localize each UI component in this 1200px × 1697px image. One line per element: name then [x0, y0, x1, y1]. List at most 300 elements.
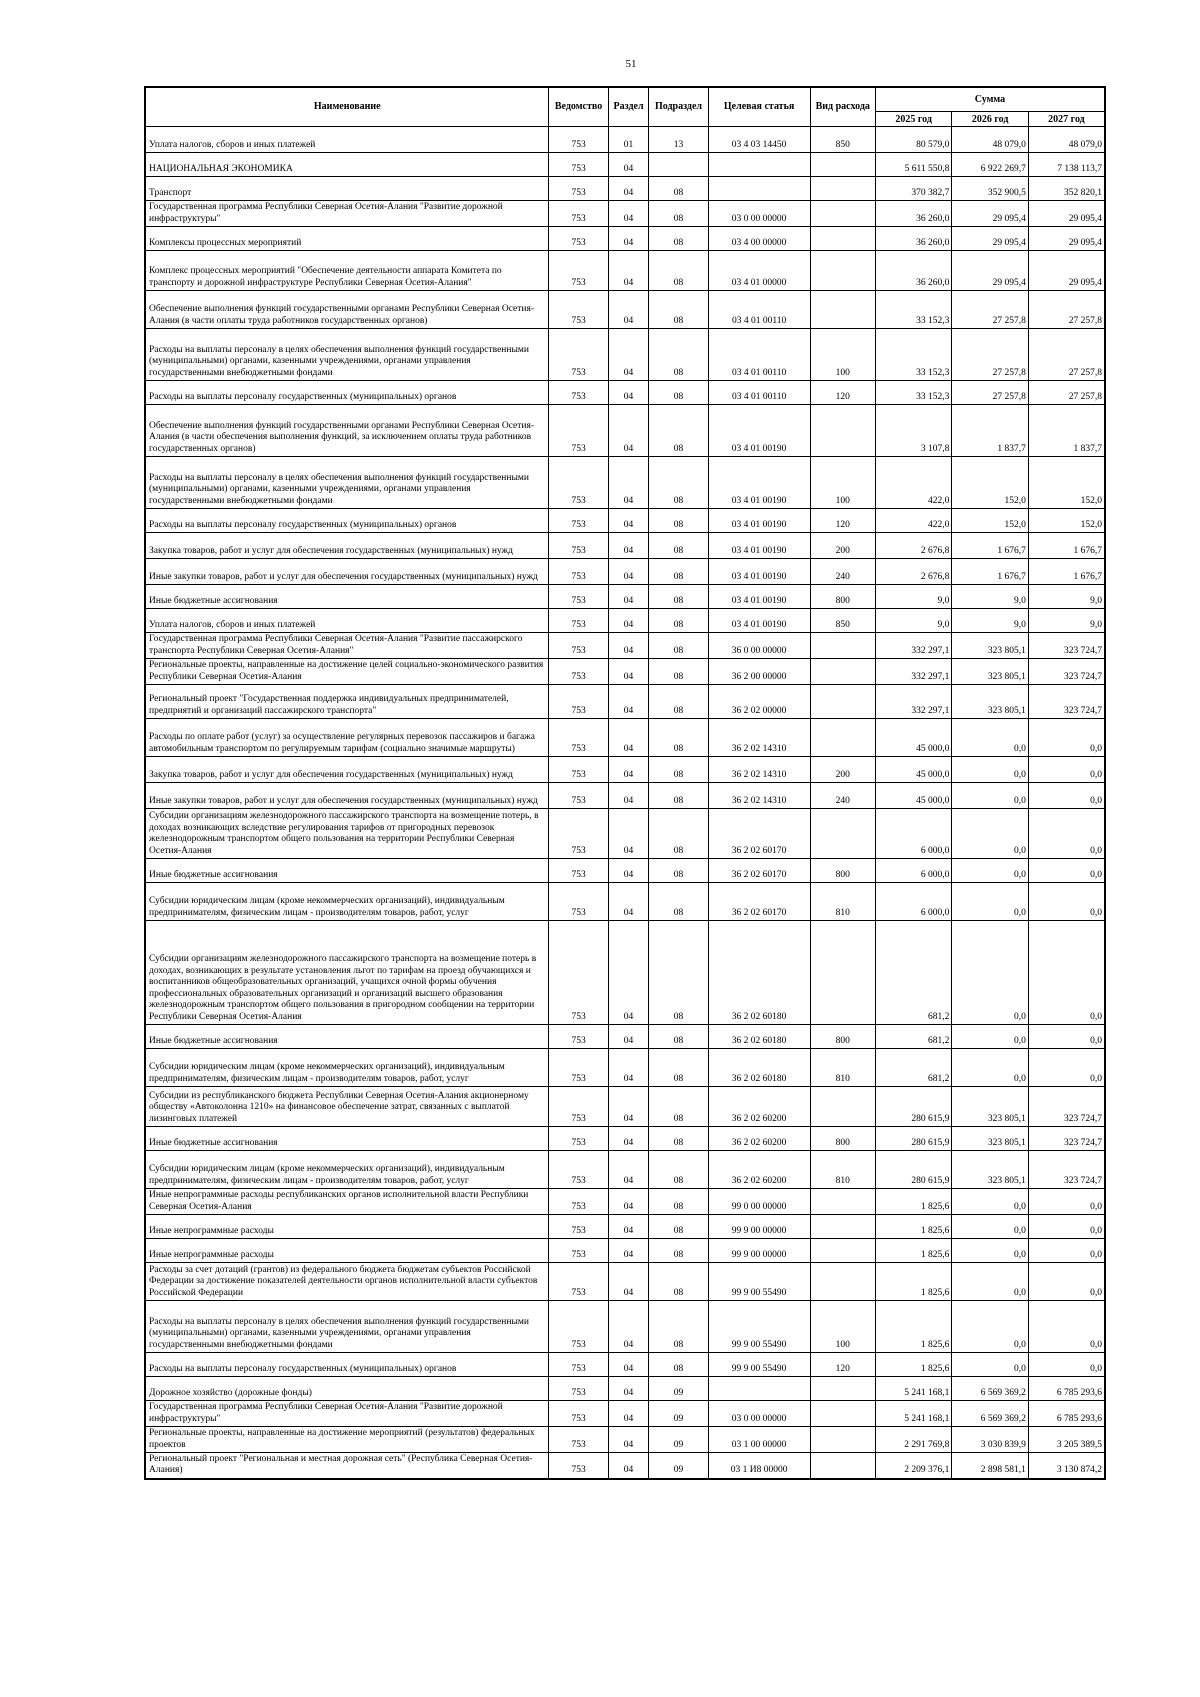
cell-section: 04: [608, 1025, 649, 1049]
cell-subsection: 08: [649, 719, 708, 757]
cell-2025: 33 152,3: [875, 329, 952, 381]
cell-2026: 0,0: [952, 783, 1029, 809]
cell-name: Закупка товаров, работ и услуг для обеспечения государственных (муниципальных) нужд: [145, 757, 549, 783]
cell-subsection: 08: [649, 457, 708, 509]
table-row: [145, 509, 1105, 533]
cell-2026: 0,0: [952, 859, 1029, 883]
cell-subsection: 08: [649, 783, 708, 809]
cell-name: Иные непрограммные расходы: [145, 1215, 549, 1239]
cell-2025: 1 825,6: [875, 1263, 952, 1301]
cell-name: Иные бюджетные ассигнования: [145, 585, 549, 609]
cell-name: Иные непрограммные расходы республиканских органов исполнительной власти Республики Северная Осетия-Алания: [145, 1189, 549, 1215]
cell-target: 03 4 01 00190: [708, 509, 810, 533]
cell-2027: 152,0: [1028, 457, 1105, 509]
cell-2025: 2 676,8: [875, 559, 952, 585]
cell-2026: 0,0: [952, 1353, 1029, 1377]
cell-2025: 9,0: [875, 609, 952, 633]
cell-2027: 1 676,7: [1028, 559, 1105, 585]
cell-department: 753: [549, 405, 608, 457]
table-row: [145, 757, 1105, 783]
cell-2025: 36 260,0: [875, 251, 952, 291]
cell-name: Государственная программа Республики Северная Осетия-Алания "Развитие дорожной инфраструктуры": [145, 1401, 549, 1427]
cell-2027: 0,0: [1028, 719, 1105, 757]
cell-name: Субсидии организациям железнодорожного пассажирского транспорта на возмещение потерь в доходах, возникающих в результате установления льгот по тарифам на проезд обучающихся и воспитанников общеобразовательных организаций, учащихся очной формы обучения профессиональных образовательных организаций и организаций высшего образования железнодорожным транспортом общего пользования в пригородном сообщении на территории Республики Северная Осетия-Алания: [145, 921, 549, 1025]
cell-name: Уплата налогов, сборов и иных платежей: [145, 609, 549, 633]
cell-2027: 29 095,4: [1028, 251, 1105, 291]
cell-2026: 323 805,1: [952, 1151, 1029, 1189]
cell-target: 36 2 00 00000: [708, 659, 810, 685]
cell-subsection: 13: [649, 127, 708, 153]
cell-section: 04: [608, 1263, 649, 1301]
table-row: [145, 1301, 1105, 1353]
cell-2025: 6 000,0: [875, 859, 952, 883]
cell-section: 04: [608, 1151, 649, 1189]
cell-section: 04: [608, 559, 649, 585]
table-row: [145, 719, 1105, 757]
cell-department: 753: [549, 509, 608, 533]
cell-target: 03 4 01 00110: [708, 381, 810, 405]
header-year-2027: 2027 год: [1028, 112, 1105, 127]
cell-2025: 36 260,0: [875, 227, 952, 251]
cell-2027: 48 079,0: [1028, 127, 1105, 153]
cell-expense-type: [810, 177, 875, 201]
table-row: [145, 1263, 1105, 1301]
cell-expense-type: [810, 1215, 875, 1239]
cell-target: 36 2 02 60180: [708, 921, 810, 1025]
cell-department: 753: [549, 1087, 608, 1127]
cell-2025: 681,2: [875, 921, 952, 1025]
cell-name: Иные закупки товаров, работ и услуг для обеспечения государственных (муниципальных) нужд: [145, 559, 549, 585]
cell-2026: 48 079,0: [952, 127, 1029, 153]
cell-expense-type: 120: [810, 509, 875, 533]
cell-subsection: 08: [649, 559, 708, 585]
cell-department: 753: [549, 1453, 608, 1479]
table-row: [145, 153, 1105, 177]
cell-section: 04: [608, 921, 649, 1025]
cell-target: 03 0 00 00000: [708, 1401, 810, 1427]
cell-target: 99 9 00 55490: [708, 1353, 810, 1377]
cell-subsection: 08: [649, 1151, 708, 1189]
cell-target: 03 1 00 00000: [708, 1427, 810, 1453]
cell-name: Расходы на выплаты персоналу государственных (муниципальных) органов: [145, 381, 549, 405]
cell-2025: 332 297,1: [875, 633, 952, 659]
cell-section: 04: [608, 1189, 649, 1215]
cell-2026: 0,0: [952, 921, 1029, 1025]
cell-2027: 6 785 293,6: [1028, 1377, 1105, 1401]
cell-department: 753: [549, 859, 608, 883]
cell-2026: 0,0: [952, 757, 1029, 783]
table-row: [145, 1353, 1105, 1377]
cell-2026: 323 805,1: [952, 1127, 1029, 1151]
cell-expense-type: 100: [810, 457, 875, 509]
cell-department: 753: [549, 559, 608, 585]
cell-section: 04: [608, 809, 649, 859]
table-row: [145, 251, 1105, 291]
cell-2026: 6 569 369,2: [952, 1377, 1029, 1401]
table-row: [145, 1427, 1105, 1453]
cell-expense-type: 850: [810, 609, 875, 633]
cell-expense-type: [810, 1087, 875, 1127]
cell-target: 03 4 01 00190: [708, 585, 810, 609]
cell-subsection: 09: [649, 1453, 708, 1479]
cell-section: 04: [608, 201, 649, 227]
cell-name: Расходы на выплаты персоналу в целях обеспечения выполнения функций государственными (муниципальными) органами, казенными учреждениями, органами управления государственными внебюджетными фондами: [145, 329, 549, 381]
cell-2026: 0,0: [952, 1189, 1029, 1215]
cell-2025: 5 611 550,8: [875, 153, 952, 177]
cell-expense-type: 100: [810, 329, 875, 381]
cell-2025: 3 107,8: [875, 405, 952, 457]
cell-2026: 6 569 369,2: [952, 1401, 1029, 1427]
cell-section: 04: [608, 757, 649, 783]
table-row: [145, 1215, 1105, 1239]
cell-expense-type: 810: [810, 1049, 875, 1087]
cell-expense-type: 800: [810, 1127, 875, 1151]
cell-2027: 323 724,7: [1028, 633, 1105, 659]
cell-subsection: 08: [649, 1087, 708, 1127]
cell-department: 753: [549, 177, 608, 201]
cell-target: 03 4 01 00110: [708, 291, 810, 329]
cell-target: 36 2 02 00000: [708, 685, 810, 719]
table-row: [145, 685, 1105, 719]
cell-2027: 0,0: [1028, 783, 1105, 809]
table-body: [145, 127, 1105, 1479]
cell-2025: 9,0: [875, 585, 952, 609]
cell-name: Обеспечение выполнения функций государственными органами Республики Северная Осетия-Алания (в части обеспечения выполнения функций, за исключением оплаты труда работников государственных органов): [145, 405, 549, 457]
table-row: [145, 1025, 1105, 1049]
cell-section: 04: [608, 1301, 649, 1353]
cell-expense-type: [810, 1189, 875, 1215]
cell-expense-type: [810, 1263, 875, 1301]
cell-department: 753: [549, 609, 608, 633]
cell-name: Региональный проект "Региональная и местная дорожная сеть" (Республика Северная Осетия-Алания): [145, 1453, 549, 1479]
cell-section: 04: [608, 609, 649, 633]
cell-target: 99 9 00 55490: [708, 1301, 810, 1353]
cell-2027: 3 205 389,5: [1028, 1427, 1105, 1453]
cell-target: 03 4 01 00190: [708, 559, 810, 585]
cell-target: 99 9 00 00000: [708, 1215, 810, 1239]
table-row: [145, 1189, 1105, 1215]
cell-department: 753: [549, 153, 608, 177]
cell-expense-type: 850: [810, 127, 875, 153]
cell-department: 753: [549, 585, 608, 609]
cell-2027: 0,0: [1028, 1215, 1105, 1239]
table-row: [145, 1049, 1105, 1087]
cell-name: Иные бюджетные ассигнования: [145, 1025, 549, 1049]
cell-expense-type: [810, 251, 875, 291]
cell-department: 753: [549, 1049, 608, 1087]
table-row: [145, 859, 1105, 883]
cell-expense-type: [810, 1401, 875, 1427]
cell-expense-type: [810, 405, 875, 457]
cell-expense-type: [810, 659, 875, 685]
table-row: [145, 921, 1105, 1025]
cell-2025: 2 676,8: [875, 533, 952, 559]
cell-2027: 27 257,8: [1028, 381, 1105, 405]
table-row: [145, 1239, 1105, 1263]
cell-section: 01: [608, 127, 649, 153]
header-year-2025: 2025 год: [875, 112, 952, 127]
cell-2025: 2 291 769,8: [875, 1427, 952, 1453]
table-row: [145, 633, 1105, 659]
cell-2027: 352 820,1: [1028, 177, 1105, 201]
cell-expense-type: 200: [810, 533, 875, 559]
cell-target: 99 9 00 00000: [708, 1239, 810, 1263]
cell-name: Субсидии из республиканского бюджета Республики Северная Осетия-Алания акционерному обществу «Автоколонна 1210» на финансовое обеспечение затрат, связанных с выплатой лизинговых платежей: [145, 1087, 549, 1127]
cell-name: Региональные проекты, направленные на достижение целей социально-экономического развития Республики Северная Осетия-Алания: [145, 659, 549, 685]
cell-target: 03 4 01 00110: [708, 329, 810, 381]
cell-department: 753: [549, 1377, 608, 1401]
cell-2026: 152,0: [952, 509, 1029, 533]
cell-expense-type: [810, 291, 875, 329]
cell-target: 03 4 01 00190: [708, 457, 810, 509]
cell-2027: 27 257,8: [1028, 291, 1105, 329]
cell-target: 03 4 00 00000: [708, 227, 810, 251]
cell-2026: 0,0: [952, 883, 1029, 921]
table-row: [145, 809, 1105, 859]
cell-2025: 36 260,0: [875, 201, 952, 227]
cell-2025: 45 000,0: [875, 783, 952, 809]
cell-subsection: 08: [649, 859, 708, 883]
cell-name: Иные непрограммные расходы: [145, 1239, 549, 1263]
header-name: Наименование: [145, 87, 549, 127]
cell-department: 753: [549, 719, 608, 757]
cell-section: 04: [608, 1127, 649, 1151]
cell-section: 04: [608, 1353, 649, 1377]
cell-expense-type: [810, 809, 875, 859]
cell-2026: 323 805,1: [952, 1087, 1029, 1127]
cell-target: 03 4 01 00190: [708, 609, 810, 633]
cell-subsection: 08: [649, 509, 708, 533]
cell-department: 753: [549, 533, 608, 559]
cell-2025: 1 825,6: [875, 1353, 952, 1377]
cell-2025: 681,2: [875, 1025, 952, 1049]
cell-name: Субсидии юридическим лицам (кроме некоммерческих организаций), индивидуальным предпринимателям, физическим лицам - производителям товаров, работ, услуг: [145, 1049, 549, 1087]
cell-expense-type: 800: [810, 585, 875, 609]
table-row: [145, 1453, 1105, 1479]
cell-2025: 422,0: [875, 509, 952, 533]
cell-department: 753: [549, 381, 608, 405]
cell-2027: 0,0: [1028, 1239, 1105, 1263]
cell-subsection: 08: [649, 1301, 708, 1353]
cell-section: 04: [608, 1239, 649, 1263]
cell-name: Расходы за счет дотаций (грантов) из федерального бюджета бюджетам субъектов Российской Федерации за достижение показателей деятельности органов исполнительной власти субъектов Российской Федерации: [145, 1263, 549, 1301]
cell-section: 04: [608, 1401, 649, 1427]
cell-2027: 0,0: [1028, 757, 1105, 783]
cell-department: 753: [549, 783, 608, 809]
table-row: [145, 127, 1105, 153]
cell-section: 04: [608, 381, 649, 405]
cell-department: 753: [549, 921, 608, 1025]
header-expense-type: Вид расхода: [810, 87, 875, 127]
cell-subsection: 08: [649, 201, 708, 227]
cell-department: 753: [549, 1301, 608, 1353]
cell-2027: 6 785 293,6: [1028, 1401, 1105, 1427]
cell-target: 36 2 02 14310: [708, 719, 810, 757]
cell-section: 04: [608, 659, 649, 685]
cell-2025: 5 241 168,1: [875, 1401, 952, 1427]
cell-2025: 332 297,1: [875, 659, 952, 685]
cell-2027: 0,0: [1028, 1049, 1105, 1087]
table-row: [145, 585, 1105, 609]
cell-2027: 323 724,7: [1028, 1151, 1105, 1189]
cell-name: Субсидии организациям железнодорожного пассажирского транспорта на возмещение потерь, в доходах возникающих вследствие регулирования тарифов от пригородных перевозок железнодорожным транспортом общего пользования на территории Республики Северная Осетия-Алания: [145, 809, 549, 859]
cell-expense-type: 800: [810, 1025, 875, 1049]
cell-2025: 45 000,0: [875, 757, 952, 783]
table-row: [145, 1127, 1105, 1151]
cell-expense-type: 120: [810, 1353, 875, 1377]
table-row: [145, 609, 1105, 633]
cell-subsection: 08: [649, 585, 708, 609]
cell-2026: 29 095,4: [952, 251, 1029, 291]
cell-2025: 80 579,0: [875, 127, 952, 153]
cell-section: 04: [608, 585, 649, 609]
cell-subsection: 08: [649, 381, 708, 405]
cell-2025: 45 000,0: [875, 719, 952, 757]
cell-section: 04: [608, 685, 649, 719]
cell-department: 753: [549, 1239, 608, 1263]
cell-subsection: 09: [649, 1427, 708, 1453]
table-row: [145, 1401, 1105, 1427]
cell-subsection: 08: [649, 1239, 708, 1263]
cell-name: Расходы на выплаты персоналу государственных (муниципальных) органов: [145, 1353, 549, 1377]
cell-department: 753: [549, 251, 608, 291]
cell-target: 36 2 02 14310: [708, 757, 810, 783]
cell-department: 753: [549, 227, 608, 251]
cell-expense-type: 810: [810, 1151, 875, 1189]
cell-section: 04: [608, 1087, 649, 1127]
cell-subsection: 08: [649, 685, 708, 719]
cell-department: 753: [549, 1151, 608, 1189]
header-sum: Сумма: [875, 87, 1105, 112]
cell-name: Обеспечение выполнения функций государственными органами Республики Северная Осетия-Алания (в части оплаты труда работников государственных органов): [145, 291, 549, 329]
cell-department: 753: [549, 1189, 608, 1215]
cell-target: 36 2 02 14310: [708, 783, 810, 809]
cell-subsection: 08: [649, 1189, 708, 1215]
cell-subsection: 08: [649, 1215, 708, 1239]
table-row: [145, 201, 1105, 227]
cell-department: 753: [549, 127, 608, 153]
cell-department: 753: [549, 1215, 608, 1239]
table-row: [145, 381, 1105, 405]
cell-name: Транспорт: [145, 177, 549, 201]
cell-2025: 33 152,3: [875, 381, 952, 405]
cell-2027: 152,0: [1028, 509, 1105, 533]
cell-target: 36 2 02 60170: [708, 809, 810, 859]
cell-name: Комплексы процессных мероприятий: [145, 227, 549, 251]
cell-2026: 27 257,8: [952, 329, 1029, 381]
cell-2026: 27 257,8: [952, 381, 1029, 405]
cell-name: Иные закупки товаров, работ и услуг для обеспечения государственных (муниципальных) нужд: [145, 783, 549, 809]
table-row: [145, 405, 1105, 457]
cell-name: НАЦИОНАЛЬНАЯ ЭКОНОМИКА: [145, 153, 549, 177]
table-row: [145, 1377, 1105, 1401]
table-row: [145, 533, 1105, 559]
cell-2025: 2 209 376,1: [875, 1453, 952, 1479]
cell-2026: 27 257,8: [952, 291, 1029, 329]
cell-2027: 9,0: [1028, 585, 1105, 609]
table-row: [145, 783, 1105, 809]
cell-2026: 0,0: [952, 1025, 1029, 1049]
header-year-2026: 2026 год: [952, 112, 1029, 127]
table-row: [145, 1087, 1105, 1127]
cell-2026: 3 030 839,9: [952, 1427, 1029, 1453]
cell-subsection: 08: [649, 251, 708, 291]
cell-2026: 323 805,1: [952, 633, 1029, 659]
cell-subsection: 09: [649, 1401, 708, 1427]
cell-name: Расходы на выплаты персоналу государственных (муниципальных) органов: [145, 509, 549, 533]
cell-section: 04: [608, 1215, 649, 1239]
cell-expense-type: [810, 685, 875, 719]
cell-name: Субсидии юридическим лицам (кроме некоммерческих организаций), индивидуальным предпринимателям, физическим лицам - производителям товаров, работ, услуг: [145, 883, 549, 921]
cell-subsection: 08: [649, 1025, 708, 1049]
cell-2025: 6 000,0: [875, 883, 952, 921]
cell-expense-type: [810, 1239, 875, 1263]
cell-2025: 33 152,3: [875, 291, 952, 329]
cell-name: Государственная программа Республики Северная Осетия-Алания "Развитие дорожной инфраструктуры": [145, 201, 549, 227]
cell-2026: 0,0: [952, 1049, 1029, 1087]
cell-2026: 0,0: [952, 1215, 1029, 1239]
cell-2026: 29 095,4: [952, 227, 1029, 251]
cell-department: 753: [549, 1353, 608, 1377]
cell-2027: 323 724,7: [1028, 685, 1105, 719]
cell-2027: 27 257,8: [1028, 329, 1105, 381]
cell-target: 36 0 00 00000: [708, 633, 810, 659]
cell-department: 753: [549, 809, 608, 859]
cell-department: 753: [549, 883, 608, 921]
cell-subsection: 08: [649, 1263, 708, 1301]
cell-expense-type: 810: [810, 883, 875, 921]
cell-target: [708, 153, 810, 177]
cell-2025: 1 825,6: [875, 1215, 952, 1239]
cell-target: 03 4 01 00190: [708, 405, 810, 457]
cell-subsection: 08: [649, 809, 708, 859]
cell-target: 36 2 02 60200: [708, 1151, 810, 1189]
cell-name: Региональный проект "Государственная поддержка индивидуальных предпринимателей, предприятий и организаций пассажирского транспорта": [145, 685, 549, 719]
header-section: Раздел: [608, 87, 649, 127]
header-department: Ведомство: [549, 87, 608, 127]
cell-2027: 0,0: [1028, 1025, 1105, 1049]
table-row: [145, 291, 1105, 329]
cell-expense-type: [810, 1377, 875, 1401]
cell-name: Иные бюджетные ассигнования: [145, 859, 549, 883]
cell-2026: 0,0: [952, 1239, 1029, 1263]
budget-table: [144, 86, 1106, 1480]
cell-2026: 1 676,7: [952, 533, 1029, 559]
cell-target: 99 0 00 00000: [708, 1189, 810, 1215]
table-row: [145, 883, 1105, 921]
table-row: [145, 457, 1105, 509]
cell-2025: 280 615,9: [875, 1087, 952, 1127]
cell-section: 04: [608, 1049, 649, 1087]
cell-name: Расходы по оплате работ (услуг) за осуществление регулярных перевозок пассажиров и багажа автомобильным транспортом по регулируемым тарифам (социально значимые маршруты): [145, 719, 549, 757]
table-row: [145, 559, 1105, 585]
cell-section: 04: [608, 251, 649, 291]
cell-2027: 0,0: [1028, 883, 1105, 921]
cell-2025: 370 382,7: [875, 177, 952, 201]
cell-2027: 1 837,7: [1028, 405, 1105, 457]
cell-2026: 0,0: [952, 809, 1029, 859]
cell-2027: 0,0: [1028, 1353, 1105, 1377]
cell-expense-type: [810, 719, 875, 757]
cell-department: 753: [549, 1025, 608, 1049]
cell-2026: 9,0: [952, 585, 1029, 609]
cell-department: 753: [549, 291, 608, 329]
cell-2025: 1 825,6: [875, 1189, 952, 1215]
table-row: [145, 329, 1105, 381]
cell-name: Субсидии юридическим лицам (кроме некоммерческих организаций), индивидуальным предпринимателям, физическим лицам - производителям товаров, работ, услуг: [145, 1151, 549, 1189]
cell-2026: 352 900,5: [952, 177, 1029, 201]
cell-name: Уплата налогов, сборов и иных платежей: [145, 127, 549, 153]
